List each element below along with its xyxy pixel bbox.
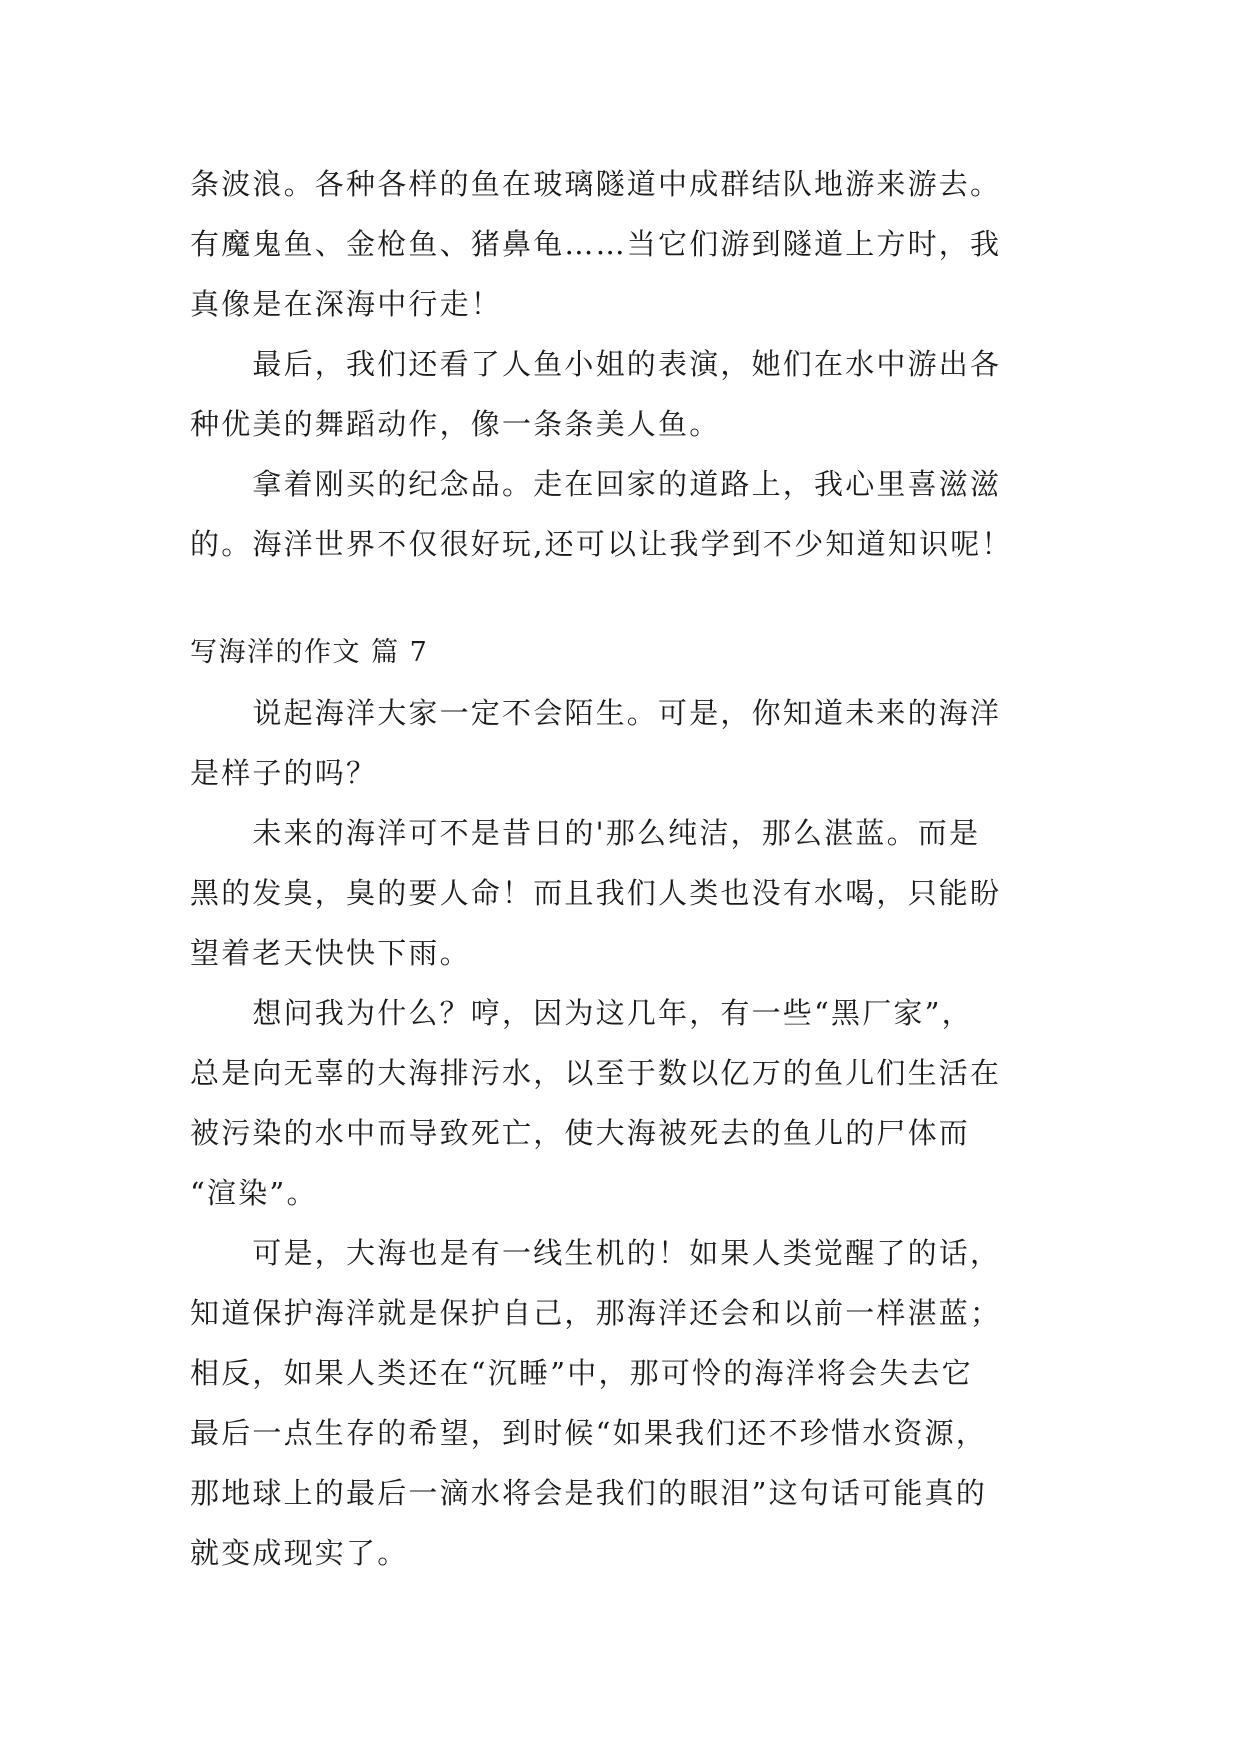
paragraph-line: 那地球上的最后一滴水将会是我们的眼泪”这句话可能真的	[190, 1476, 988, 1510]
paragraph-line: “渲染”。	[190, 1176, 318, 1210]
paragraph-line: 是样子的吗？	[190, 756, 378, 790]
paragraph-line: 黑的发臭，臭的要人命！而且我们人类也没有水喝，只能盼	[190, 876, 1002, 910]
paragraph-line: 最后一点生存的希望，到时候“如果我们还不珍惜水资源，	[190, 1416, 988, 1450]
paragraph-line: 未来的海洋可不是昔日的'那么纯洁，那么湛蓝。而是	[190, 816, 981, 850]
paragraph-line: 说起海洋大家一定不会陌生。可是，你知道未来的海洋	[190, 696, 1002, 730]
paragraph-line: 可是，大海也是有一线生机的！如果人类觉醒了的话，	[190, 1236, 1002, 1270]
paragraph-line: 相反，如果人类还在“沉睡”中，那可怜的海洋将会失去它	[190, 1356, 973, 1390]
paragraph-line: 真像是在深海中行走！	[190, 287, 503, 321]
paragraph-line: 就变成现实了。	[190, 1536, 409, 1570]
paragraph-line: 被污染的水中而导致死亡，使大海被死去的鱼儿的尸体而	[190, 1116, 971, 1150]
section-heading: 写海洋的作文 篇 7	[190, 637, 429, 668]
paragraph-line: 望着老天快快下雨。	[190, 936, 471, 970]
paragraph-line: 想问我为什么？哼，因为这几年，有一些“黑厂家”，	[190, 996, 973, 1030]
paragraph-line: 种优美的舞蹈动作，像一条条美人鱼。	[190, 407, 721, 441]
paragraph-line: 的。海洋世界不仅很好玩,还可以让我学到不少知道知识呢！	[190, 527, 1013, 561]
paragraph-line: 最后，我们还看了人鱼小姐的表演，她们在水中游出各	[190, 347, 1002, 381]
paragraph-line: 有魔鬼鱼、金枪鱼、猪鼻龟……当它们游到隧道上方时，我	[190, 227, 1002, 261]
paragraph-line: 总是向无辜的大海排污水，以至于数以亿万的鱼儿们生活在	[190, 1056, 1002, 1090]
paragraph-line: 拿着刚买的纪念品。走在回家的道路上，我心里喜滋滋	[190, 467, 1002, 501]
paragraph-line: 知道保护海洋就是保护自己，那海洋还会和以前一样湛蓝；	[190, 1296, 1002, 1330]
paragraph-line: 条波浪。各种各样的鱼在玻璃隧道中成群结队地游来游去。	[190, 167, 1002, 201]
